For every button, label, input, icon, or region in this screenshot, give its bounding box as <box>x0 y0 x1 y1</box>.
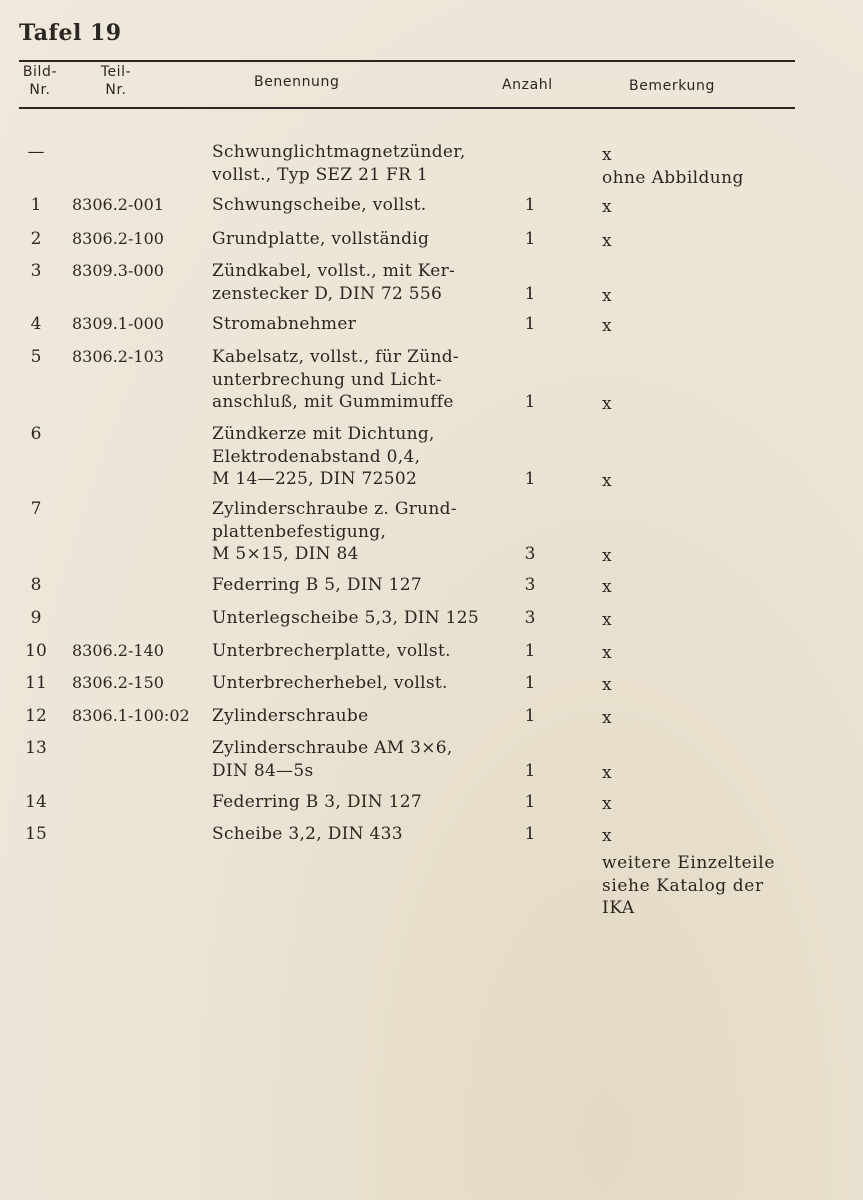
footer-note-line: weitere Einzelteile <box>602 853 776 873</box>
bemerkung-x-mark: x <box>602 675 612 695</box>
anzahl-cell: 1 <box>524 195 536 215</box>
anzahl-cell: 3 <box>524 575 536 595</box>
benennung-cell <box>212 640 502 663</box>
bild-nr-cell: 5 <box>30 347 42 367</box>
benennung-line: DIN 84—5s <box>212 760 314 781</box>
bemerkung-cell <box>602 393 802 416</box>
footer-note-line: IKA <box>602 898 635 918</box>
header-benennung: Benennung <box>254 74 340 90</box>
bild-nr-cell: 4 <box>30 314 42 334</box>
bemerkung-x-mark: x <box>602 826 612 846</box>
benennung-cell <box>212 313 502 336</box>
benennung-line: plattenbefestigung, <box>212 521 387 542</box>
benennung-line: Kabelsatz, vollst., für Zünd- <box>212 347 459 367</box>
header-bild-line2: Nr. <box>29 82 51 98</box>
anzahl-cell: 1 <box>524 760 536 781</box>
bemerkung-x-mark: x <box>602 316 612 336</box>
benennung-line: Zylinderschraube AM 3×6, <box>212 738 453 758</box>
anzahl-cell: 1 <box>524 229 536 249</box>
bild-nr-cell: 1 <box>30 195 42 215</box>
benennung-cell <box>212 705 502 728</box>
teil-nr-cell: 8306.2-150 <box>72 673 164 692</box>
bild-nr-cell: 6 <box>30 424 42 444</box>
anzahl-cell: 1 <box>524 706 536 726</box>
bild-nr-cell: 3 <box>30 261 42 281</box>
footer-note-line: siehe Katalog der <box>602 875 764 896</box>
bemerkung-cell <box>602 825 802 848</box>
bemerkung-cell <box>602 470 802 493</box>
benennung-cell <box>212 672 502 695</box>
benennung-line: Schwunglichtmagnetzünder, <box>212 142 466 162</box>
bemerkung-x-mark: x <box>602 285 612 306</box>
bemerkung-cell <box>602 707 802 730</box>
anzahl-cell: 1 <box>524 283 536 304</box>
bild-nr-cell: 2 <box>30 229 42 249</box>
benennung-cell <box>212 346 502 414</box>
benennung-line: M 5×15, DIN 84 <box>212 544 359 564</box>
header-top-rule <box>19 60 795 62</box>
benennung-line: Unterbrecherplatte, vollst. <box>212 641 451 661</box>
benennung-line: Schwungscheibe, vollst. <box>212 195 427 215</box>
benennung-line: Scheibe 3,2, DIN 433 <box>212 824 403 844</box>
benennung-cell <box>212 823 502 846</box>
anzahl-cell: 3 <box>524 608 536 628</box>
bild-nr-cell: 8 <box>30 575 42 595</box>
bemerkung-x-mark: x <box>602 610 612 630</box>
bemerkung-x-mark: x <box>602 471 612 491</box>
bemerkung-x-mark: x <box>602 762 612 783</box>
benennung-line: Zylinderschraube z. Grund- <box>212 499 457 519</box>
anzahl-cell: 1 <box>524 792 536 812</box>
bemerkung-x-mark: x <box>602 794 612 814</box>
benennung-line: Grundplatte, vollständig <box>212 229 430 249</box>
bemerkung-cell <box>602 285 802 308</box>
bemerkung-cell <box>602 642 802 665</box>
benennung-cell <box>212 498 502 566</box>
benennung-cell <box>212 260 502 305</box>
bemerkung-x-mark: x <box>602 546 612 566</box>
benennung-line: Stromabnehmer <box>212 314 357 334</box>
benennung-cell <box>212 574 502 597</box>
page-title: Tafel 19 <box>19 20 122 46</box>
bild-nr-cell: 7 <box>30 499 42 519</box>
anzahl-cell: 3 <box>524 544 536 564</box>
benennung-line: Zylinderschraube <box>212 706 369 726</box>
anzahl-cell: 1 <box>524 641 536 661</box>
bemerkung-cell <box>602 609 802 632</box>
header-bottom-rule <box>19 107 795 109</box>
benennung-cell <box>212 791 502 814</box>
benennung-cell <box>212 737 502 782</box>
anzahl-cell: 1 <box>524 673 536 693</box>
bild-nr-cell: 14 <box>25 792 47 812</box>
header-anzahl: Anzahl <box>502 77 553 93</box>
teil-nr-cell: 8309.3-000 <box>72 261 164 280</box>
bemerkung-x-mark: x <box>602 577 612 597</box>
header-bemerkung: Bemerkung <box>629 78 715 94</box>
benennung-line: anschluß, mit Gummimuffe <box>212 392 454 412</box>
bemerkung-x-mark: x <box>602 394 612 414</box>
teil-nr-cell: 8306.2-100 <box>72 229 164 248</box>
footer-note <box>602 852 802 920</box>
header-teil-line1: Teil- <box>100 64 132 80</box>
anzahl-cell: 1 <box>524 392 536 412</box>
bild-nr-cell: 13 <box>25 738 47 758</box>
benennung-line: M 14—225, DIN 72502 <box>212 469 418 489</box>
teil-nr-cell: 8306.2-103 <box>72 347 164 366</box>
header-teil-line2: Nr. <box>105 82 127 98</box>
bemerkung-x-mark: x <box>602 231 612 251</box>
benennung-cell <box>212 228 502 251</box>
bemerkung-text: ohne Abbildung <box>602 167 744 188</box>
bemerkung-x-mark: x <box>602 708 612 728</box>
bemerkung-x-mark: x <box>602 643 612 663</box>
benennung-line: zenstecker D, DIN 72 556 <box>212 283 443 304</box>
bemerkung-cell <box>602 196 802 219</box>
benennung-line: Zündkabel, vollst., mit Ker- <box>212 261 456 281</box>
bild-nr-cell: 11 <box>25 673 47 693</box>
benennung-line: Elektrodenabstand 0,4, <box>212 446 421 467</box>
bild-nr-cell: — <box>27 142 45 162</box>
bemerkung-cell <box>602 762 802 785</box>
bemerkung-cell <box>602 230 802 253</box>
bemerkung-cell <box>602 576 802 599</box>
header-bild-line1: Bild- <box>22 64 58 80</box>
bemerkung-cell <box>602 315 802 338</box>
benennung-cell <box>212 141 502 186</box>
teil-nr-cell: 8306.2-001 <box>72 195 164 214</box>
benennung-line: Federring B 5, DIN 127 <box>212 575 422 595</box>
bild-nr-cell: 10 <box>25 641 47 661</box>
bemerkung-cell <box>602 674 802 697</box>
anzahl-cell: 1 <box>524 314 536 334</box>
benennung-line: Unterlegscheibe 5,3, DIN 125 <box>212 608 480 628</box>
bemerkung-cell <box>602 545 802 568</box>
header-bild-nr <box>14 63 66 99</box>
bild-nr-cell: 9 <box>30 608 42 628</box>
teil-nr-cell: 8306.1-100:02 <box>72 706 190 725</box>
anzahl-cell: 1 <box>524 469 536 489</box>
bild-nr-cell: 12 <box>25 706 47 726</box>
bemerkung-x-mark: x <box>602 145 612 165</box>
teil-nr-cell: 8306.2-140 <box>72 641 164 660</box>
benennung-cell <box>212 194 502 217</box>
bemerkung-cell <box>602 144 802 189</box>
benennung-line: Zündkerze mit Dichtung, <box>212 424 435 444</box>
teil-nr-cell: 8309.1-000 <box>72 314 164 333</box>
header-teil-nr <box>88 63 144 99</box>
benennung-line: Unterbrecherhebel, vollst. <box>212 673 448 693</box>
bemerkung-cell <box>602 793 802 816</box>
bemerkung-x-mark: x <box>602 197 612 217</box>
benennung-cell <box>212 607 502 630</box>
benennung-line: unterbrechung und Licht- <box>212 369 442 390</box>
anzahl-cell: 1 <box>524 824 536 844</box>
benennung-line: vollst., Typ SEZ 21 FR 1 <box>212 164 429 185</box>
benennung-line: Federring B 3, DIN 127 <box>212 792 422 812</box>
bild-nr-cell: 15 <box>25 824 47 844</box>
benennung-cell <box>212 423 502 491</box>
